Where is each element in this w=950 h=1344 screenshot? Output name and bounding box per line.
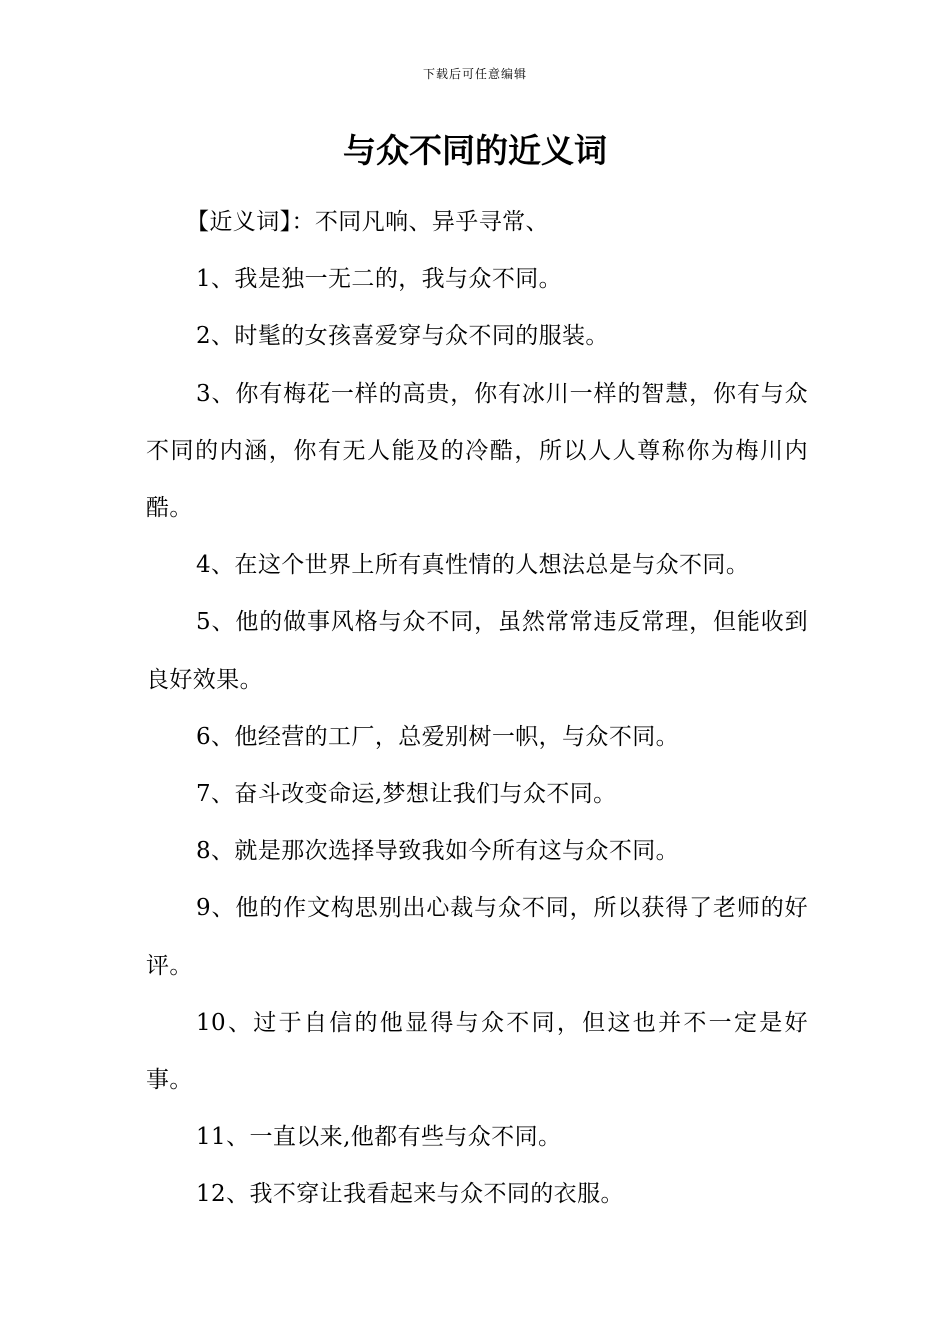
example-sentence: 2、时髦的女孩喜爱穿与众不同的服装。 <box>196 323 609 350</box>
example-sentence: 3、你有梅花一样的高贵，你有冰川一样的智慧，你有与众不同的内涵，你有无人能及的冷酷，所以人人尊称你为梅川内酷。 <box>146 380 808 522</box>
example-sentence: 6、他经营的工厂，总爱别树一帜，与众不同。 <box>196 723 680 750</box>
example-sentence: 9、他的作文构思别出心裁与众不同，所以获得了老师的好评。 <box>146 895 808 979</box>
example-sentence: 10、过于自信的他显得与众不同，但这也并不一定是好事。 <box>146 1009 808 1094</box>
example-sentence: 7、奋斗改变命运,梦想让我们与众不同。 <box>196 781 617 808</box>
document-title: 与众不同的近义词 <box>343 131 607 170</box>
example-sentence: 1、我是独一无二的，我与众不同。 <box>196 266 563 293</box>
example-sentence: 4、在这个世界上所有真性情的人想法总是与众不同。 <box>196 552 750 579</box>
synonyms-line: 【近义词】：不同凡响、异乎寻常、 <box>186 209 549 235</box>
example-sentence: 5、他的做事风格与众不同，虽然常常违反常理，但能收到良好效果。 <box>146 609 808 693</box>
page-header-note: 下载后可任意编辑 <box>422 67 527 81</box>
example-sentence: 8、就是那次选择导致我如今所有这与众不同。 <box>196 838 680 865</box>
document-body <box>146 194 808 1224</box>
example-sentence: 12、我不穿让我看起来与众不同的衣服。 <box>196 1181 624 1208</box>
example-sentence: 11、一直以来,他都有些与众不同。 <box>196 1124 562 1151</box>
